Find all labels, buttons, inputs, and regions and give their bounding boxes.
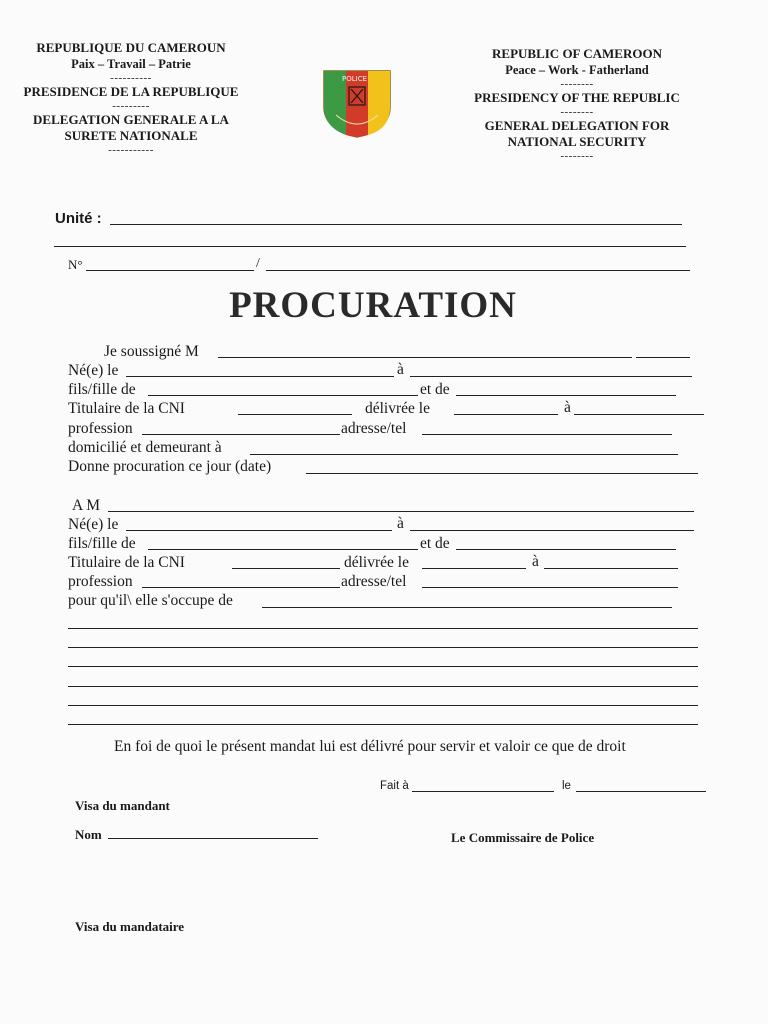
number-label: N° [68, 257, 83, 272]
purpose-line[interactable] [68, 647, 698, 648]
mandant-address-field[interactable] [422, 434, 672, 435]
unit-label: Unité : [55, 210, 102, 227]
header-left-country: REPUBLIQUE DU CAMEROUN [36, 40, 226, 55]
mandant-birthdate-label: Né(e) le [68, 362, 119, 379]
mandant-name-field[interactable] [218, 357, 632, 358]
soussigne-label: Je soussigné M [104, 343, 199, 360]
header-left-separator: --------- [112, 100, 150, 112]
mandant-cni-field[interactable] [238, 414, 352, 415]
mandataire-name-field[interactable] [108, 511, 694, 512]
mandataire-cni-label: Titulaire de la CNI [68, 554, 185, 571]
purpose-line[interactable] [68, 724, 698, 725]
mandant-birthdate-field[interactable] [126, 376, 394, 377]
mandataire-cni-date-field[interactable] [422, 568, 526, 569]
header-left-delegation: DELEGATION GENERALE A LA [33, 112, 229, 127]
procuration-date-label: Donne procuration ce jour (date) [68, 458, 272, 475]
mandataire-parent-label: fils/fille de [68, 535, 136, 552]
mandant-parent-label: fils/fille de [68, 381, 136, 398]
purpose-line[interactable] [68, 628, 698, 629]
attestation-text: En foi de quoi le présent mandat lui est délivré pour servir et valoir ce que de droit [114, 738, 626, 755]
reference-field[interactable] [266, 270, 690, 271]
unit-field[interactable] [110, 224, 682, 225]
mandataire-birthdate-field[interactable] [126, 530, 392, 531]
mandant-cni-date-field[interactable] [454, 414, 558, 415]
number-separator: / [256, 256, 260, 271]
header-right-delegation: GENERAL DELEGATION FOR [484, 118, 670, 133]
mandataire-mother-field[interactable] [456, 549, 676, 550]
nom-label: Nom [75, 827, 102, 842]
purpose-line[interactable] [68, 666, 698, 667]
mandant-birthplace-label: à [397, 361, 404, 378]
fait-a-field[interactable] [412, 791, 554, 792]
mandant-cni-date-label: délivrée le [365, 400, 430, 417]
visa-mandant-label: Visa du mandant [75, 798, 170, 813]
nom-field[interactable] [108, 838, 318, 839]
procuration-date-field[interactable] [306, 473, 698, 474]
page-title: PROCURATION [229, 285, 517, 326]
purpose-label: pour qu'il\ elle s'occupe de [68, 592, 233, 609]
mandant-mother-label: et de [420, 381, 450, 398]
mandant-profession-label: profession [68, 420, 133, 437]
header-right-presidency: PRESIDENCY OF THE REPUBLIC [474, 90, 680, 105]
mandataire-name-label: A M [72, 497, 100, 514]
header-right-separator: -------- [560, 78, 594, 90]
mandataire-address-label: adresse/tel [341, 573, 407, 590]
unit-field-line2[interactable] [54, 246, 686, 247]
date-le-field[interactable] [576, 791, 706, 792]
header-left-motto: Paix – Travail – Patrie [71, 57, 191, 71]
mandant-residence-field[interactable] [250, 454, 678, 455]
mandataire-cni-date-label: délivrée le [344, 554, 409, 571]
mandant-father-field[interactable] [148, 395, 418, 396]
visa-mandataire-label: Visa du mandataire [75, 919, 185, 934]
mandant-cni-place-label: à [564, 399, 571, 416]
mandataire-address-field[interactable] [422, 587, 678, 588]
mandant-birthplace-field[interactable] [410, 376, 692, 377]
purpose-line[interactable] [68, 686, 698, 687]
mandant-profession-field[interactable] [142, 434, 340, 435]
mandant-address-label: adresse/tel [341, 420, 407, 437]
header-right-motto: Peace – Work - Fatherland [505, 63, 649, 77]
header-right-separator: -------- [560, 106, 594, 118]
fait-a-label: Fait à [380, 780, 409, 792]
mandant-cni-label: Titulaire de la CNI [68, 400, 185, 417]
mandataire-cni-place-label: à [532, 553, 539, 570]
header-left-surete: SURETE NATIONALE [64, 128, 198, 143]
mandataire-father-field[interactable] [148, 549, 418, 550]
emblem-police-text: POLICE [342, 75, 368, 83]
mandataire-birthplace-field[interactable] [410, 530, 694, 531]
police-emblem [322, 67, 392, 139]
header-right-separator: -------- [560, 150, 594, 162]
mandataire-profession-field[interactable] [142, 587, 340, 588]
header-left-separator: ----------- [108, 144, 154, 156]
header-right-country: REPUBLIC OF CAMEROON [492, 46, 662, 61]
header-left-separator: ---------- [110, 72, 152, 84]
mandataire-birthplace-label: à [397, 515, 404, 532]
number-field[interactable] [86, 270, 254, 271]
header-left [4, 40, 258, 156]
mandataire-cni-place-field[interactable] [544, 568, 678, 569]
mandant-residence-label: domicilié et demeurant à [68, 439, 222, 456]
header-right-security: NATIONAL SECURITY [507, 134, 647, 149]
mandataire-birthdate-label: Né(e) le [68, 516, 119, 533]
header-right [444, 46, 710, 162]
mandant-cni-place-field[interactable] [574, 414, 704, 415]
mandant-name-field-extra[interactable] [636, 357, 690, 358]
purpose-line[interactable] [68, 705, 698, 706]
date-le-label: le [562, 780, 571, 792]
mandant-mother-field[interactable] [456, 395, 676, 396]
commissaire-label: Le Commissaire de Police [451, 830, 595, 845]
header-left-presidency: PRESIDENCE DE LA REPUBLIQUE [23, 84, 239, 99]
purpose-field[interactable] [262, 607, 672, 608]
mandataire-cni-field[interactable] [232, 568, 340, 569]
mandataire-profession-label: profession [68, 573, 133, 590]
mandataire-mother-label: et de [420, 535, 450, 552]
